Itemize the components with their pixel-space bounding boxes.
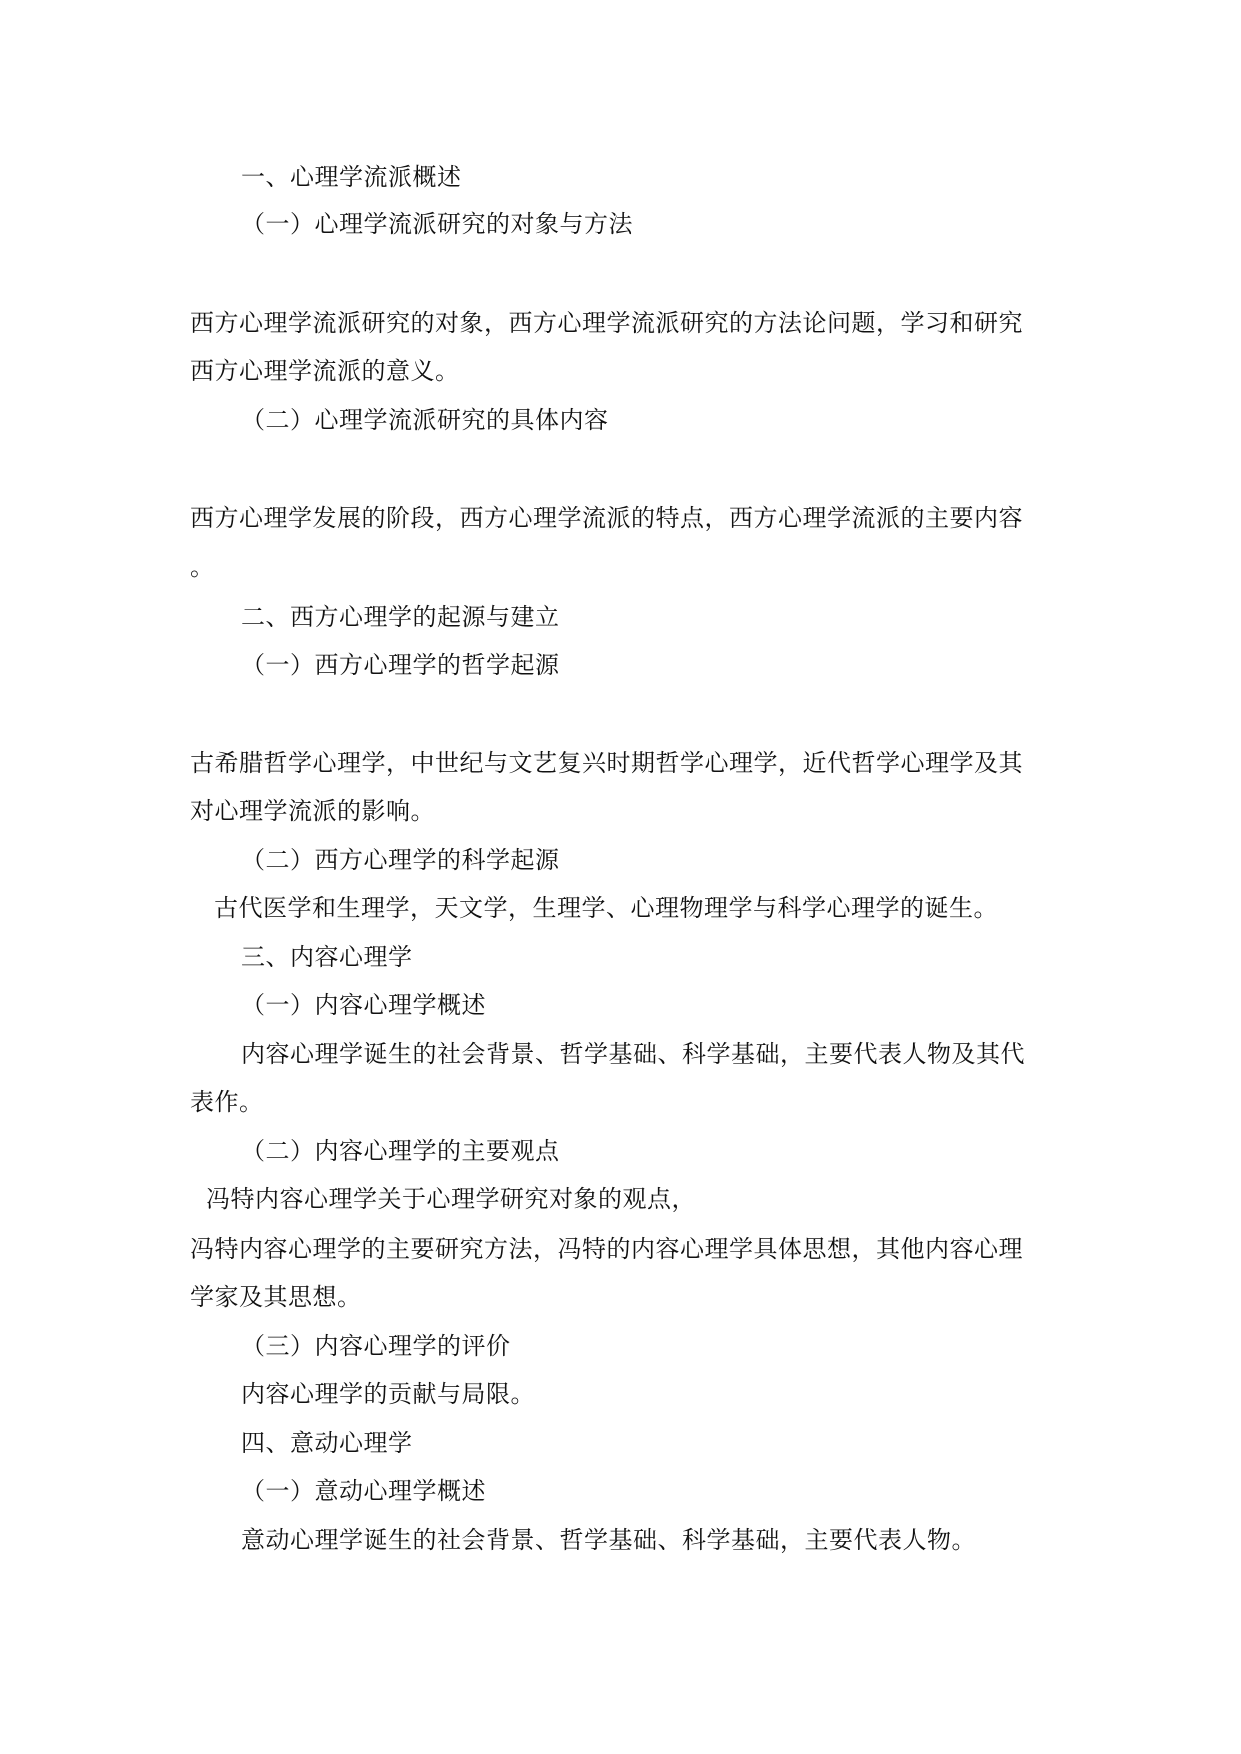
- paragraph-text: 内容心理学诞生的社会背景、哲学基础、科学基础，主要代表人物及其代: [241, 1040, 1025, 1068]
- paragraph-text: 西方心理学发展的阶段，西方心理学流派的特点，西方心理学流派的主要内容: [190, 504, 1023, 532]
- subsection-heading: （三）内容心理学的评价: [241, 1332, 511, 1360]
- paragraph-text: 冯特内容心理学的主要研究方法，冯特的内容心理学具体思想，其他内容心理: [190, 1235, 1023, 1263]
- paragraph-text: 对心理学流派的影响。: [190, 797, 435, 825]
- paragraph-text: 古希腊哲学心理学，中世纪与文艺复兴时期哲学心理学，近代哲学心理学及其: [190, 749, 1023, 777]
- section-heading: 一、心理学流派概述: [241, 163, 462, 191]
- section-heading: 二、西方心理学的起源与建立: [241, 603, 560, 631]
- subsection-heading: （一）内容心理学概述: [241, 991, 486, 1019]
- paragraph-text: 古代医学和生理学，天文学，生理学、心理物理学与科学心理学的诞生。: [214, 894, 998, 922]
- section-heading: 四、意动心理学: [241, 1429, 413, 1457]
- subsection-heading: （一）西方心理学的哲学起源: [241, 651, 560, 679]
- subsection-heading: （二）内容心理学的主要观点: [241, 1137, 560, 1165]
- subsection-heading: （二）西方心理学的科学起源: [241, 846, 560, 874]
- paragraph-text: 。: [190, 553, 215, 581]
- subsection-heading: （一）心理学流派研究的对象与方法: [241, 210, 633, 238]
- paragraph-text: 学家及其思想。: [190, 1283, 362, 1311]
- paragraph-text: 西方心理学流派研究的对象，西方心理学流派研究的方法论问题，学习和研究: [190, 309, 1023, 337]
- subsection-heading: （一）意动心理学概述: [241, 1477, 486, 1505]
- section-heading: 三、内容心理学: [241, 943, 413, 971]
- paragraph-text: 内容心理学的贡献与局限。: [241, 1380, 535, 1408]
- paragraph-text: 西方心理学流派的意义。: [190, 357, 460, 385]
- subsection-heading: （二）心理学流派研究的具体内容: [241, 406, 609, 434]
- paragraph-text: 意动心理学诞生的社会背景、哲学基础、科学基础，主要代表人物。: [241, 1526, 976, 1554]
- paragraph-text: 表作。: [190, 1088, 264, 1116]
- paragraph-text: 冯特内容心理学关于心理学研究对象的观点，: [206, 1185, 696, 1213]
